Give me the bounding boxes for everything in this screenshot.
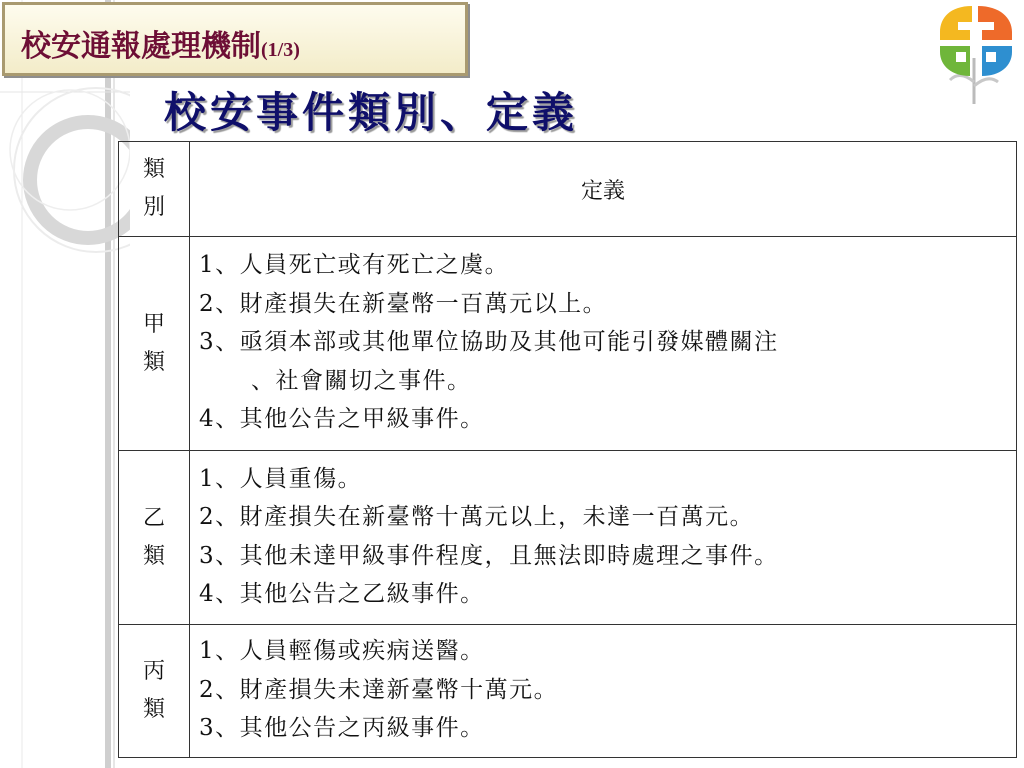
definition-cell-b (190, 451, 1017, 625)
definition-line: 2、財產損失未達新臺幣十萬元。 (199, 676, 559, 703)
header-category-cell (119, 142, 190, 237)
definition-line: 2、財產損失在新臺幣一百萬元以上。 (199, 290, 608, 317)
table-row-class-b (119, 451, 1017, 625)
title-box (2, 2, 468, 76)
decorative-background (0, 0, 130, 768)
definition-line: 2、財產損失在新臺幣十萬元以上，未達一百萬元。 (199, 504, 755, 530)
header-category-char: 別 (142, 195, 165, 220)
definition-line: 4、其他公告之乙級事件。 (199, 581, 485, 607)
definition-line: 3、其他公告之丙級事件。 (199, 715, 485, 742)
category-char: 乙 (142, 505, 165, 531)
definition-line: 、社會關切之事件。 (251, 367, 472, 394)
definition-line: 1、人員死亡或有死亡之虞。 (199, 252, 510, 279)
category-char: 甲 (142, 311, 165, 337)
definition-line: 4、其他公告之甲級事件。 (199, 406, 485, 433)
table-row-class-a (119, 237, 1017, 451)
category-cell-b (119, 451, 190, 625)
definition-cell-a (190, 237, 1017, 451)
category-char: 丙 (142, 659, 165, 684)
table-row-class-c (119, 625, 1017, 758)
page-title-text: 校安通報處理機制 (21, 29, 261, 64)
category-char: 類 (142, 349, 165, 375)
definition-line: 3、其他未達甲級事件程度，且無法即時處理之事件。 (199, 542, 779, 569)
table-header-row (119, 142, 1017, 237)
category-cell-a (119, 237, 190, 451)
definition-cell-c (190, 625, 1017, 758)
definition-line: 1、人員重傷。 (199, 465, 363, 492)
page-title (21, 21, 300, 65)
definition-line: 1、人員輕傷或疾病送醫。 (199, 638, 485, 665)
colorful-flower-logo-icon (932, 0, 1022, 110)
definition-line: 3、亟須本部或其他單位協助及其他可能引發媒體關注 (199, 329, 779, 356)
event-category-table (118, 141, 1017, 758)
page-title-suffix: (1/3) (261, 39, 300, 61)
section-heading: 校安事件類別、定義 (164, 88, 579, 137)
header-definition-cell: 定義 (190, 142, 1017, 237)
category-cell-c (119, 625, 190, 758)
category-char: 類 (142, 697, 165, 722)
header-category-char: 類 (142, 157, 165, 182)
category-char: 類 (142, 543, 165, 569)
